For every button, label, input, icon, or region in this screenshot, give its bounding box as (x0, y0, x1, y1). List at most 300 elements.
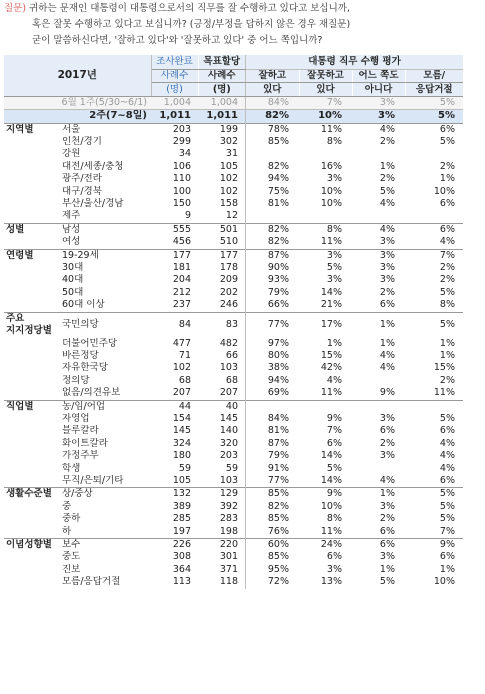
value-unknown: 5% (439, 513, 455, 525)
target-count: 320 (198, 438, 246, 450)
value-unknown: 6% (405, 223, 463, 236)
target-count: 158 (198, 198, 246, 210)
row-label: 부산/울산/경남 (62, 198, 124, 210)
value-bad: 6% (326, 551, 342, 563)
value-unknown: 7% (439, 525, 455, 537)
value-neither: 3% (352, 249, 405, 262)
value-bad: 14% (320, 286, 342, 298)
table-row (4, 223, 463, 236)
value-bad: 7% (326, 425, 342, 437)
option-bad-2: 있다 (299, 83, 352, 96)
value-good: 78% (246, 123, 300, 136)
value-unknown: 6% (439, 551, 455, 563)
table-row (4, 274, 463, 286)
completed-header-3: (명) (151, 83, 198, 96)
group-label (4, 450, 56, 462)
target-count: 129 (198, 488, 246, 501)
completed-count: 389 (172, 500, 191, 512)
completed-count: 71 (178, 349, 191, 361)
value-unknown: 1% (439, 349, 455, 361)
target-count: 302 (198, 136, 246, 148)
target-count: 198 (198, 526, 246, 539)
value-neither: 4% (379, 362, 395, 374)
group-label (4, 299, 56, 312)
target-count: 59 (198, 463, 246, 475)
target-count: 283 (198, 513, 246, 525)
value-good: 72% (267, 576, 289, 588)
row-label: 없음/의견유보 (62, 387, 121, 399)
value-unknown: 6% (439, 474, 455, 486)
target-count: 103 (198, 362, 246, 374)
table-row (4, 400, 463, 413)
option-good-1: 잘하고 (246, 70, 300, 83)
row-label: 화이트칼라 (62, 437, 108, 449)
question-text-1: 귀하는 문재인 대통령이 대통령으로서의 직무를 잘 수행하고 있다고 보십니까, (29, 3, 350, 14)
row-label: 진보 (62, 563, 81, 575)
value-good: 85% (246, 488, 300, 501)
table-row (4, 438, 463, 450)
group-label (4, 173, 56, 185)
completed-count: 132 (151, 488, 198, 501)
table-row (4, 576, 463, 588)
question-line-3: 굳이 말씀하신다면, '잘하고 있다'와 '잘못하고 있다' 중 어느 쪽입니까? (32, 35, 323, 46)
value-bad: 11% (320, 236, 342, 248)
row-label: 2주(7~8일) (4, 110, 151, 123)
group-label (4, 350, 56, 362)
table-row (4, 123, 463, 136)
value-bad: 11% (320, 387, 342, 399)
value-bad: 13% (320, 576, 342, 588)
value-bad: 10% (320, 500, 342, 512)
completed-count: 9 (184, 210, 191, 222)
table-row (4, 551, 463, 563)
group-label (4, 210, 56, 223)
row-label: 60대 이상 (62, 299, 105, 311)
value-good: 82% (246, 223, 300, 236)
value-bad: 10% (320, 185, 342, 197)
table-row (4, 501, 463, 513)
completed-count: 59 (178, 462, 191, 474)
target-count: 371 (198, 564, 246, 576)
row-label: 50대 (62, 286, 84, 298)
value-neither: 3% (379, 500, 395, 512)
table-row (4, 362, 463, 374)
completed-count: 110 (172, 173, 191, 185)
target-count: 202 (198, 287, 246, 299)
target-count: 501 (198, 223, 246, 236)
target-header: 목표할당 (198, 55, 246, 70)
group-label (4, 375, 56, 387)
table-row (4, 539, 463, 552)
value-bad: 5% (326, 462, 342, 474)
value-unknown: 6% (405, 123, 463, 136)
completed-count: 204 (172, 274, 191, 286)
table-row (4, 186, 463, 198)
completed-count: 1,011 (151, 110, 198, 123)
group-label (4, 475, 56, 488)
option-unknown-2: 응답거절 (405, 83, 463, 96)
completed-count: 212 (172, 286, 191, 298)
completed-count: 197 (172, 525, 191, 537)
row-label: 하 (62, 525, 72, 537)
value-unknown: 2% (439, 160, 455, 172)
group-label (4, 262, 56, 274)
group-label: 생활수준별 (4, 488, 56, 501)
table-row (4, 413, 463, 425)
row-label: 제주 (62, 210, 81, 222)
value-bad: 8% (326, 513, 342, 525)
completed-count: 226 (151, 539, 198, 552)
row-label: 가정주부 (62, 450, 99, 462)
group-label (4, 287, 56, 299)
target-count: 199 (198, 123, 246, 136)
value-good: 84% (267, 412, 289, 424)
value-good: 95% (267, 563, 289, 575)
table-row (4, 463, 463, 475)
value-good: 81% (267, 425, 289, 437)
question-tag: 질문) (4, 3, 27, 14)
completed-count: 285 (172, 513, 191, 525)
value-good: 77% (267, 474, 289, 486)
group-label (4, 463, 56, 475)
table-row (4, 350, 463, 362)
row-label: 대전/세종/충청 (62, 160, 124, 172)
value-unknown: 4% (439, 450, 455, 462)
evaluation-header: 대통령 직무 수행 평가 (246, 55, 464, 70)
value-good: 85% (267, 513, 289, 525)
target-count: 220 (198, 539, 246, 552)
target-count: 102 (198, 173, 246, 185)
value-neither: 6% (352, 539, 405, 552)
group-label: 성별 (4, 223, 56, 236)
value-bad: 15% (320, 349, 342, 361)
value-good: 81% (267, 198, 289, 210)
value-neither: 4% (379, 474, 395, 486)
group-label (4, 413, 56, 425)
value-good: 69% (267, 387, 289, 399)
value-bad: 16% (320, 160, 342, 172)
value-good: 60% (246, 539, 300, 552)
value-good: 82% (267, 160, 289, 172)
completed-count: 477 (172, 337, 191, 349)
value-bad: 21% (320, 299, 342, 311)
row-label: 대구/경북 (62, 185, 102, 197)
value-unknown: 8% (439, 299, 455, 311)
target-count: 178 (198, 262, 246, 274)
group-label (4, 576, 56, 588)
value-unknown: 4% (439, 462, 455, 474)
table-row (4, 249, 463, 262)
value-good: 85% (267, 551, 289, 563)
value-good: 90% (267, 262, 289, 274)
group-label: 직업별 (4, 400, 56, 413)
completed-count: 237 (172, 299, 191, 311)
current-week-row (4, 110, 463, 123)
value-neither: 3% (379, 236, 395, 248)
value-good: 38% (267, 362, 289, 374)
value-bad: 14% (320, 450, 342, 462)
value-bad: 3% (326, 274, 342, 286)
completed-count: 84 (151, 312, 198, 337)
completed-count: 106 (172, 160, 191, 172)
value-neither: 6% (379, 525, 395, 537)
value-bad: 10% (320, 198, 342, 210)
value-neither (352, 400, 405, 413)
value-bad: 3% (299, 249, 352, 262)
value-unknown: 1% (439, 563, 455, 575)
group-label (4, 274, 56, 286)
target-count: 140 (198, 425, 246, 437)
row-label: 40대 (62, 274, 84, 286)
target-count: 145 (198, 413, 246, 425)
group-label (4, 148, 56, 160)
completed-count: 308 (172, 551, 191, 563)
target-count: 482 (198, 338, 246, 350)
target-count: 118 (198, 576, 246, 588)
value-good: 76% (267, 525, 289, 537)
value-unknown: 1% (439, 337, 455, 349)
completed-count: 177 (151, 249, 198, 262)
completed-count: 113 (172, 576, 191, 588)
value-good: 94% (267, 173, 289, 185)
value-bad: 10% (299, 110, 352, 123)
group-label (4, 526, 56, 539)
value-neither (352, 210, 405, 223)
table-row (4, 287, 463, 299)
value-good: 87% (267, 437, 289, 449)
value-unknown: 5% (439, 500, 455, 512)
table-row (4, 161, 463, 173)
group-label (4, 161, 56, 173)
group-label (4, 387, 56, 400)
value-unknown: 6% (439, 425, 455, 437)
table-row (4, 148, 463, 160)
value-good (246, 210, 300, 223)
completed-count: 456 (172, 236, 191, 248)
group-label (4, 438, 56, 450)
value-bad: 5% (326, 262, 342, 274)
value-unknown: 5% (405, 96, 463, 109)
target-count: 105 (198, 161, 246, 173)
value-neither: 3% (379, 262, 395, 274)
row-label: 농/임/어업 (56, 400, 151, 413)
target-count: 68 (198, 375, 246, 387)
group-label (4, 186, 56, 198)
completed-count: 299 (172, 136, 191, 147)
completed-header: 조사완료 (151, 55, 198, 70)
value-neither (352, 463, 405, 475)
completed-count: 145 (172, 425, 191, 437)
value-unknown (405, 400, 463, 413)
question-line-1 (4, 2, 350, 16)
value-good: 84% (246, 96, 300, 109)
value-bad: 7% (299, 96, 352, 109)
year-header: 2017년 (4, 55, 151, 96)
value-unknown (405, 148, 463, 160)
value-neither: 1% (352, 488, 405, 501)
table-row (4, 312, 463, 337)
target-count: 83 (198, 312, 246, 337)
row-label: 국민의당 (56, 312, 151, 337)
value-neither: 2% (379, 513, 395, 525)
table-row (4, 136, 463, 148)
row-label: 정의당 (62, 374, 90, 386)
completed-count: 364 (172, 563, 191, 575)
value-unknown (405, 210, 463, 223)
group-label (4, 236, 56, 249)
group-label: 주요 지지정당별 (4, 312, 56, 337)
value-good (246, 400, 300, 413)
value-neither: 2% (379, 173, 395, 185)
option-neither-2: 아니다 (352, 83, 405, 96)
value-neither: 2% (379, 286, 395, 298)
value-bad (299, 148, 352, 160)
value-good: 93% (267, 274, 289, 286)
row-label: 자유한국당 (62, 362, 108, 374)
completed-count: 100 (172, 185, 191, 197)
completed-count: 34 (178, 148, 191, 160)
value-neither: 4% (352, 223, 405, 236)
value-neither: 4% (379, 349, 395, 361)
value-bad (299, 400, 352, 413)
target-count: 510 (198, 236, 246, 249)
value-neither: 2% (379, 437, 395, 449)
target-count: 1,011 (198, 110, 246, 123)
row-label: 30대 (62, 262, 84, 274)
value-neither: 1% (379, 563, 395, 575)
target-header-3: (명) (198, 83, 246, 96)
value-unknown: 1% (439, 173, 455, 185)
value-bad: 11% (299, 123, 352, 136)
value-neither: 3% (379, 450, 395, 462)
value-bad: 14% (320, 474, 342, 486)
table-row (4, 488, 463, 501)
completed-count: 180 (172, 450, 191, 462)
value-unknown: 2% (439, 274, 455, 286)
table-row (4, 450, 463, 462)
value-unknown: 5% (439, 136, 455, 147)
completed-count: 1,004 (151, 96, 198, 109)
value-neither: 3% (379, 274, 395, 286)
value-good: 82% (267, 236, 289, 248)
value-neither: 9% (379, 387, 395, 399)
value-bad: 8% (299, 223, 352, 236)
value-neither: 4% (379, 198, 395, 210)
target-count: 203 (198, 450, 246, 462)
row-label: 바른정당 (62, 349, 99, 361)
target-count: 301 (198, 551, 246, 563)
value-unknown: 2% (439, 262, 455, 274)
option-bad-1: 잘못하고 (299, 70, 352, 83)
group-label (4, 136, 56, 148)
value-good: 82% (267, 500, 289, 512)
row-label: 중하 (62, 513, 81, 525)
row-label: 중도 (62, 551, 81, 563)
value-neither: 4% (352, 123, 405, 136)
value-unknown: 5% (439, 412, 455, 424)
table-row (4, 387, 463, 400)
value-neither: 1% (352, 312, 405, 337)
completed-count: 154 (172, 412, 191, 424)
value-unknown: 4% (439, 236, 455, 248)
group-label (4, 513, 56, 525)
completed-header-2: 사례수 (151, 70, 198, 83)
value-bad: 4% (326, 374, 342, 386)
value-unknown: 10% (433, 185, 455, 197)
option-unknown-1: 모름/ (405, 70, 463, 83)
row-label: 자영업 (62, 412, 90, 424)
completed-count: 181 (172, 262, 191, 274)
group-label: 이념성향별 (4, 539, 56, 552)
value-unknown: 5% (439, 286, 455, 298)
table-row (4, 173, 463, 185)
table-row (4, 526, 463, 539)
target-count: 31 (198, 148, 246, 160)
row-label: 중 (62, 500, 72, 512)
value-good: 77% (246, 312, 300, 337)
group-label: 지역별 (4, 123, 56, 136)
completed-count: 207 (172, 387, 191, 399)
group-label (4, 362, 56, 374)
row-label: 인천/경기 (62, 136, 102, 147)
row-label: 강원 (62, 148, 81, 160)
value-unknown: 10% (433, 576, 455, 588)
table-row (4, 198, 463, 210)
value-good: 85% (267, 136, 289, 147)
row-label: 무직/은퇴/기타 (62, 474, 124, 486)
value-neither: 3% (352, 110, 405, 123)
table-row (4, 236, 463, 249)
group-label (4, 198, 56, 210)
value-bad: 6% (326, 437, 342, 449)
value-unknown: 6% (439, 198, 455, 210)
value-good: 82% (246, 110, 300, 123)
target-count: 392 (198, 501, 246, 513)
table-row (4, 210, 463, 223)
target-count: 103 (198, 475, 246, 488)
value-good (246, 148, 300, 160)
value-good: 79% (267, 286, 289, 298)
table-row (4, 375, 463, 387)
table-row (4, 564, 463, 576)
value-unknown: 9% (405, 539, 463, 552)
target-count: 1,004 (198, 96, 246, 109)
value-bad: 3% (326, 173, 342, 185)
value-neither: 5% (379, 185, 395, 197)
value-bad: 42% (320, 362, 342, 374)
value-unknown: 2% (439, 374, 455, 386)
group-label (4, 501, 56, 513)
value-neither: 3% (379, 551, 395, 563)
group-label (4, 564, 56, 576)
target-count: 12 (198, 210, 246, 223)
value-good: 80% (267, 349, 289, 361)
question-line-2: 혹은 잘못 수행하고 있다고 보십니까? (긍정/부정을 답하지 않은 경우 재질문) (32, 19, 351, 30)
row-label: 19-29세 (56, 249, 151, 262)
completed-count: 324 (172, 437, 191, 449)
value-unknown: 15% (433, 362, 455, 374)
completed-count: 150 (172, 198, 191, 210)
target-count: 66 (198, 350, 246, 362)
value-unknown: 5% (405, 312, 463, 337)
value-bad (299, 210, 352, 223)
value-good: 91% (267, 462, 289, 474)
table-row (4, 425, 463, 437)
row-label: 보수 (56, 539, 151, 552)
target-header-2: 사례수 (198, 70, 246, 83)
value-bad: 11% (320, 525, 342, 537)
target-count: 209 (198, 274, 246, 286)
